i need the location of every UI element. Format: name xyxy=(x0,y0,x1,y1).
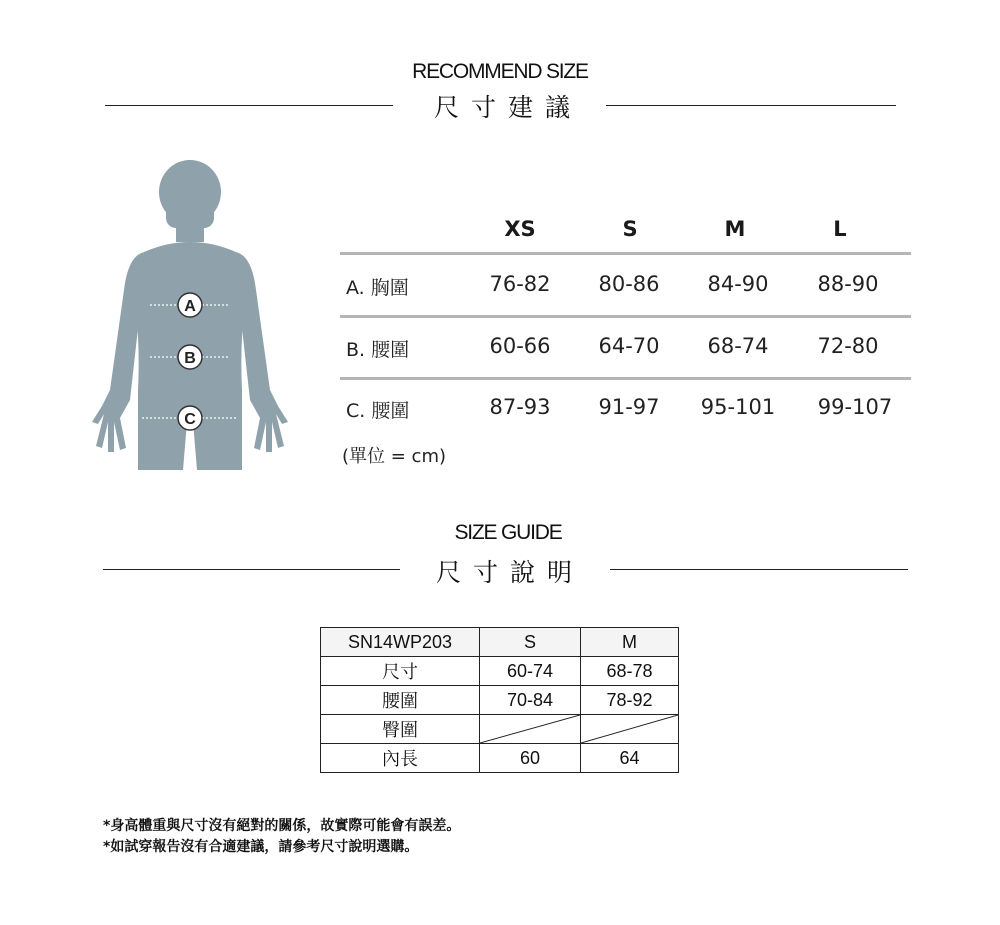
table-row xyxy=(321,657,679,686)
row-label: 腰圍 xyxy=(321,686,480,715)
row-label: 尺寸 xyxy=(321,657,480,686)
diagonal-slash xyxy=(581,715,678,743)
table-row xyxy=(321,715,679,744)
table-row xyxy=(321,686,679,715)
table-cell: 70-84 xyxy=(480,686,581,715)
table-cell: 68-74 xyxy=(707,334,769,358)
row-label-c: C. 腰圍 xyxy=(346,400,410,422)
table-cell: 95-101 xyxy=(700,395,776,419)
table-cell: 87-93 xyxy=(489,395,551,419)
empty-cell xyxy=(581,715,679,744)
table-divider xyxy=(340,315,911,318)
table-cell: 88-90 xyxy=(817,272,879,296)
row-label-a: A. 胸圍 xyxy=(346,277,409,299)
header-cell-m: M xyxy=(581,628,679,657)
note-line-1: *身高體重與尺寸沒有絕對的關係，故實際可能會有誤差。 xyxy=(103,818,461,834)
recommend-title-zh: 尺寸建議 xyxy=(433,93,582,122)
row-label: 臀圍 xyxy=(321,715,480,744)
table-divider xyxy=(340,252,911,255)
table-cell: 99-107 xyxy=(817,395,893,419)
table-cell: 60 xyxy=(480,744,581,773)
note-line-2: *如試穿報告沒有合適建議，請參考尺寸說明選購。 xyxy=(103,839,419,855)
guide-title-en: SIZE GUIDE xyxy=(454,521,562,544)
table-cell: 60-66 xyxy=(489,334,551,358)
col-head-m: M xyxy=(724,217,746,241)
table-cell: 84-90 xyxy=(707,272,769,296)
table-divider xyxy=(340,377,911,380)
marker-a: A xyxy=(184,298,196,315)
table-cell: 64-70 xyxy=(598,334,660,358)
guide-title-zh: 尺寸說明 xyxy=(435,558,584,587)
body-figure xyxy=(80,160,300,472)
table-cell: 76-82 xyxy=(489,272,551,296)
header-cell-model: SN14WP203 xyxy=(321,628,480,657)
divider-right xyxy=(606,105,896,106)
table-cell: 78-92 xyxy=(581,686,679,715)
table-row xyxy=(321,744,679,773)
table-cell: 68-78 xyxy=(581,657,679,686)
table-header-row xyxy=(321,628,679,657)
divider-left xyxy=(103,569,400,570)
size-guide-table xyxy=(320,627,679,773)
table-cell: 64 xyxy=(581,744,679,773)
marker-c: C xyxy=(184,411,196,428)
table-cell: 72-80 xyxy=(817,334,879,358)
row-label-b: B. 腰圍 xyxy=(346,339,410,361)
body-silhouette xyxy=(80,160,300,472)
unit-note: (單位 = cm) xyxy=(342,446,447,467)
col-head-l: L xyxy=(833,217,847,241)
row-label: 內長 xyxy=(321,744,480,773)
header-cell-s: S xyxy=(480,628,581,657)
divider-left xyxy=(105,105,393,106)
recommend-title-en: RECOMMEND SIZE xyxy=(412,60,588,83)
empty-cell xyxy=(480,715,581,744)
table-cell: 80-86 xyxy=(598,272,660,296)
col-head-xs: XS xyxy=(504,217,536,241)
table-cell: 91-97 xyxy=(598,395,660,419)
col-head-s: S xyxy=(622,217,638,241)
divider-right xyxy=(610,569,908,570)
diagonal-slash xyxy=(480,715,580,743)
table-cell: 60-74 xyxy=(480,657,581,686)
marker-b: B xyxy=(184,350,196,367)
